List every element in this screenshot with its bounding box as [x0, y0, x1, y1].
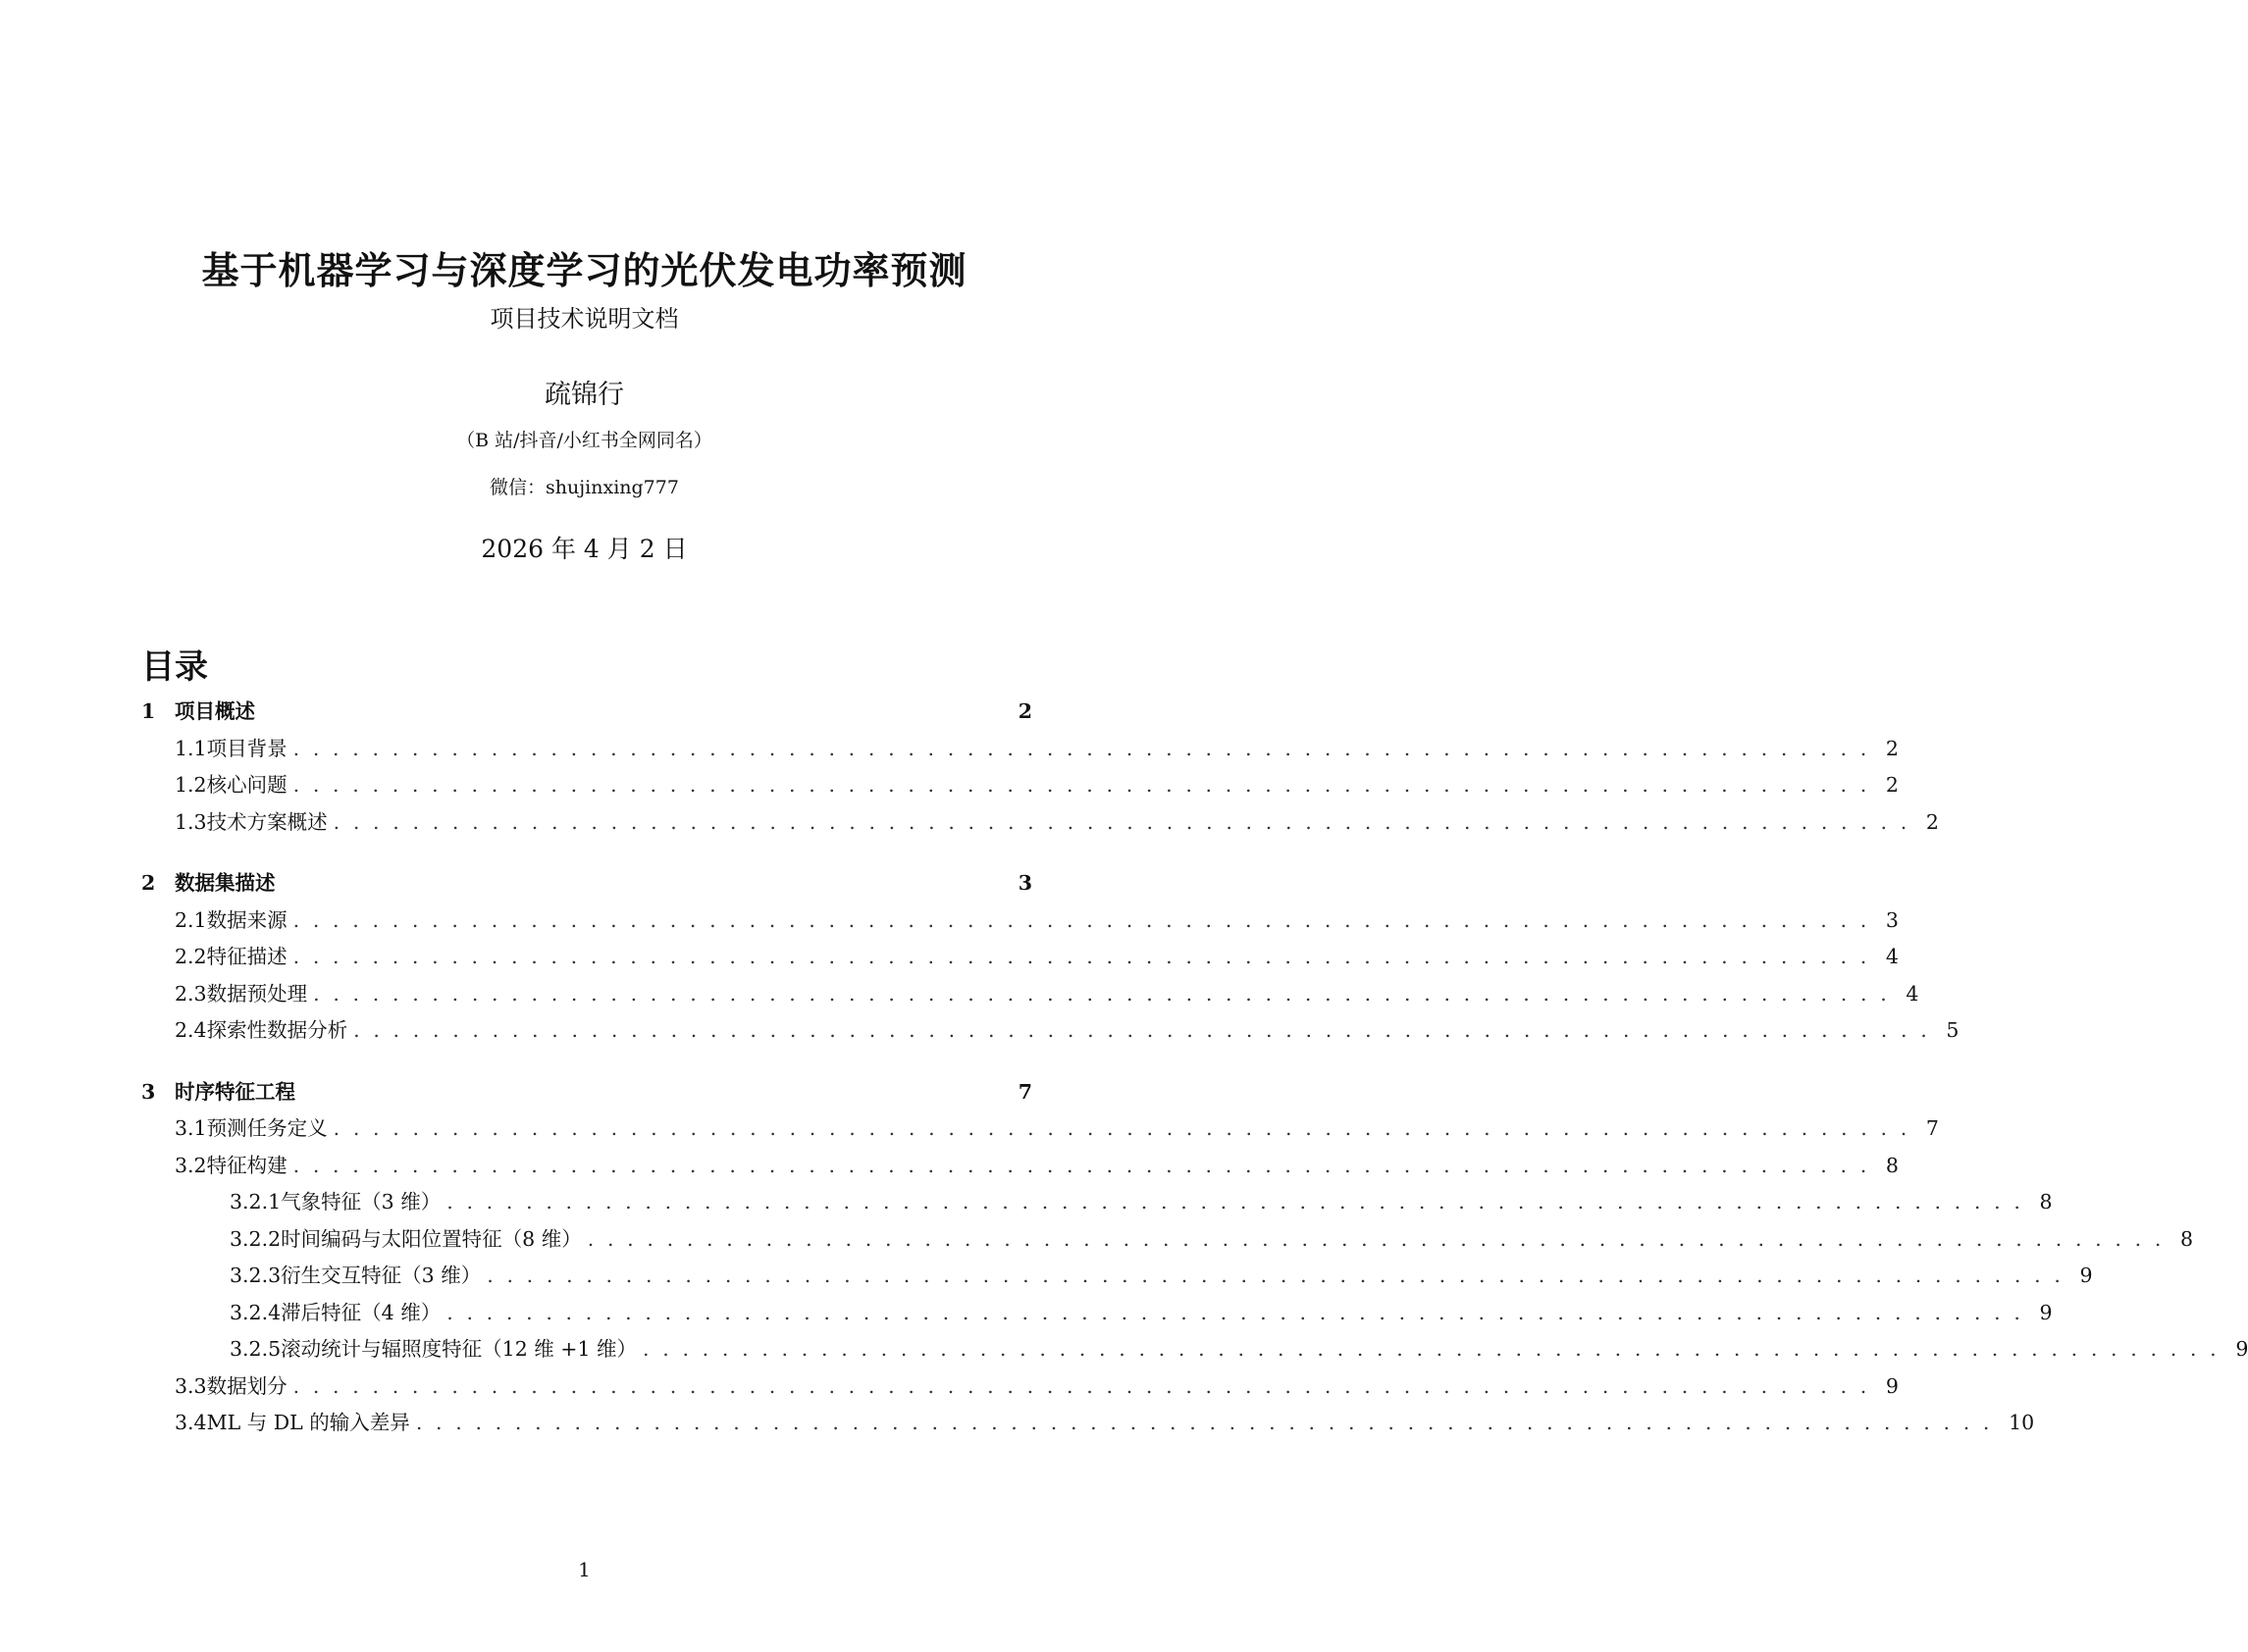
toc-dot-leader: ................................................................................ [446, 1300, 2034, 1324]
toc-subsection[interactable] [175, 807, 1939, 837]
document-date: 2026 年 4 月 2 日 [481, 535, 688, 563]
toc-entry-page: 10 [2009, 1411, 2035, 1434]
toc-dot-leader: ................................................................................ [333, 809, 1920, 834]
toc-subsection[interactable] [175, 1408, 2035, 1437]
toc-entry-page: 3 [1885, 907, 1899, 932]
toc-dot-leader: ................................................................................ [353, 1018, 1941, 1042]
toc-dot-leader: ................................................................................ [446, 1190, 2034, 1213]
page-number: 1 [578, 1558, 591, 1581]
toc-entry-title: 项目背景 [206, 736, 288, 760]
toc-subsubsection[interactable] [230, 1298, 2053, 1327]
toc-subsection[interactable] [175, 1113, 1939, 1143]
toc-entry-title: 数据来源 [206, 907, 288, 932]
toc-subsubsection[interactable] [230, 1261, 2093, 1290]
toc-dot-leader: ................................................................................ [587, 1226, 2175, 1251]
toc-entry-page: 9 [1885, 1373, 1899, 1398]
toc-subsubsection[interactable] [230, 1224, 2194, 1254]
toc-entry-page: 5 [1946, 1018, 1960, 1042]
toc-entry-page: 2 [1885, 736, 1899, 760]
toc-subsubsection[interactable] [230, 1187, 2053, 1216]
toc-entry-title: ML 与 DL 的输入差异 [206, 1411, 410, 1434]
toc-dot-leader: ................................................................................ [487, 1264, 2074, 1287]
toc-entry-page: 4 [1906, 981, 1919, 1006]
toc-entry-title: 特征构建 [206, 1153, 288, 1177]
toc-subsection[interactable] [175, 979, 1919, 1008]
toc-entry-number: 2.2 [175, 945, 207, 968]
toc-section[interactable] [141, 868, 1032, 898]
toc-dot-leader: ................................................................................ [415, 1411, 2004, 1434]
toc-entry-number: 3.4 [175, 1411, 207, 1434]
toc-entry-page: 7 [1925, 1116, 1939, 1140]
toc-entry-title: 衍生交互特征（3 维） [281, 1264, 482, 1287]
toc-entry-page: 8 [1885, 1153, 1899, 1177]
toc-entry-page: 4 [1885, 945, 1899, 968]
toc-entry-number: 3.1 [175, 1116, 207, 1140]
document-author: 疏锦行 [545, 380, 624, 410]
toc-entry-title: 数据预处理 [206, 981, 308, 1006]
toc-entry-title: 技术方案概述 [206, 809, 328, 834]
toc-dot-leader: ................................................................................ [292, 773, 1880, 797]
toc-heading: 目录 [141, 647, 208, 687]
toc-entry-title: 时间编码与太阳位置特征（8 维） [281, 1226, 582, 1251]
toc-entry-title: 数据划分 [206, 1373, 288, 1398]
toc-entry-title: 特征描述 [206, 945, 288, 968]
author-note: （B 站/抖音/小红书全网同名） [456, 430, 712, 451]
toc-entry-number: 1.1 [175, 736, 207, 760]
toc-dot-leader: ................................................................................ [313, 981, 1901, 1006]
toc-entry-number: 3.2.4 [230, 1300, 282, 1324]
toc-entry-number: 3.2.2 [230, 1226, 282, 1251]
toc-dot-leader: ................................................................................ [292, 1373, 1880, 1398]
toc-entry-page: 7 [1018, 1079, 1032, 1104]
toc-entry-number: 1.3 [175, 809, 207, 834]
toc-entry-number: 3 [141, 1079, 156, 1104]
author-wechat: 微信：shujinxing777 [490, 477, 679, 498]
toc-entry-number: 3.2 [175, 1153, 207, 1177]
toc-entry-number: 3.2.3 [230, 1264, 282, 1287]
toc-entry-number: 1 [141, 699, 156, 723]
toc-subsection[interactable] [175, 770, 1899, 800]
toc-entry-number: 3.3 [175, 1373, 207, 1398]
toc-dot-leader: ................................................................................ [643, 1337, 2230, 1361]
toc-entry-title: 气象特征（3 维） [281, 1190, 442, 1213]
document-title: 基于机器学习与深度学习的光伏发电功率预测 [201, 248, 967, 292]
toc-subsection[interactable] [175, 734, 1899, 763]
toc-entry-number: 2.1 [175, 907, 207, 932]
toc-entry-page: 9 [2079, 1264, 2093, 1287]
toc-entry-title: 滚动统计与辐照度特征（12 维 +1 维） [281, 1337, 638, 1361]
toc-dot-leader: ................................................................................ [292, 1153, 1880, 1177]
toc-entry-title: 探索性数据分析 [206, 1018, 348, 1042]
toc-entry-page: 8 [2180, 1226, 2194, 1251]
toc-entry-title: 时序特征工程 [175, 1079, 295, 1104]
toc-subsection[interactable] [175, 942, 1899, 971]
toc-entry-page: 9 [2039, 1300, 2053, 1324]
toc-subsection[interactable] [175, 1151, 1899, 1180]
toc-entry-title: 核心问题 [206, 773, 288, 797]
toc-dot-leader: ................................................................................ [292, 907, 1880, 932]
toc-subsection[interactable] [175, 905, 1899, 935]
toc-entry-title: 滞后特征（4 维） [281, 1300, 442, 1324]
toc-entry-title: 项目概述 [175, 699, 255, 723]
toc-entry-page: 3 [1018, 871, 1032, 895]
toc-dot-leader: ................................................................................ [292, 945, 1880, 968]
toc-entry-title: 预测任务定义 [206, 1116, 328, 1140]
toc-dot-leader: ................................................................................ [333, 1116, 1920, 1140]
toc-entry-number: 3.2.5 [230, 1337, 282, 1361]
toc-entry-number: 2 [141, 871, 156, 895]
document-subtitle: 项目技术说明文档 [490, 305, 679, 333]
toc-entry-page: 8 [2039, 1190, 2053, 1213]
toc-subsubsection[interactable] [230, 1334, 2248, 1364]
toc-entry-number: 3.2.1 [230, 1190, 282, 1213]
toc-entry-number: 1.2 [175, 773, 207, 797]
toc-subsection[interactable] [175, 1371, 1899, 1401]
toc-subsection[interactable] [175, 1015, 1960, 1045]
toc-entry-number: 2.3 [175, 981, 207, 1006]
toc-entry-page: 2 [1018, 699, 1032, 723]
toc-entry-title: 数据集描述 [175, 871, 276, 895]
toc-dot-leader: ................................................................................ [292, 736, 1880, 760]
toc-section[interactable] [141, 697, 1032, 726]
toc-entry-page: 2 [1925, 809, 1939, 834]
toc-section[interactable] [141, 1077, 1032, 1107]
toc-entry-page: 9 [2235, 1337, 2248, 1361]
toc-entry-number: 2.4 [175, 1018, 207, 1042]
toc-entry-page: 2 [1885, 773, 1899, 797]
